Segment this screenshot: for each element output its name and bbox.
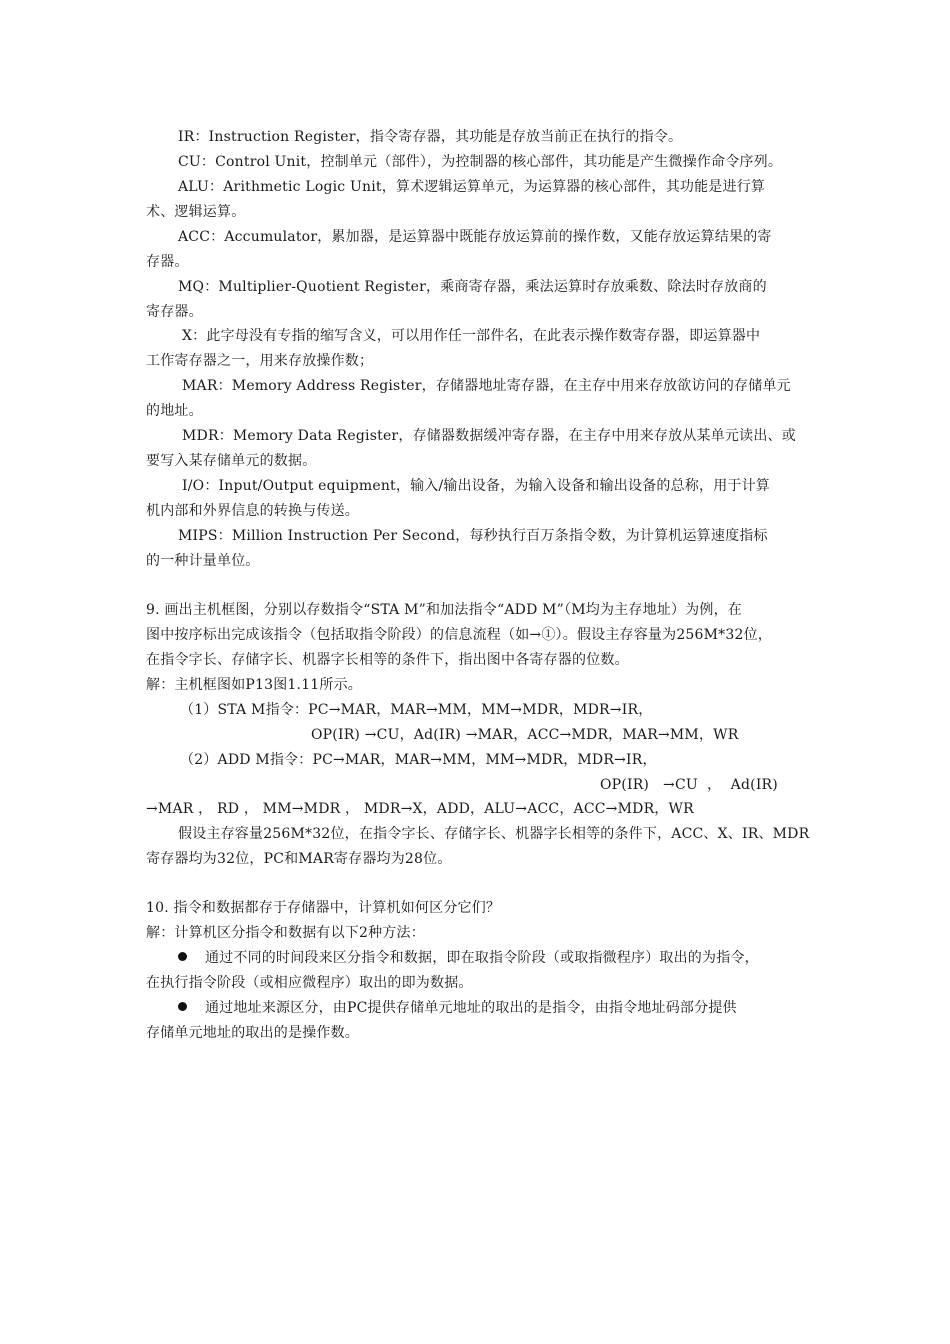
bullet-icon — [178, 1002, 187, 1011]
q9-sta-line1: （1）STA M指令：PC→MAR，MAR→MM，MM→MDR，MDR→IR， — [180, 702, 653, 718]
def-acc-line1: ACC：Accumulator，累加器，是运算器中既能存放运算前的操作数，又能存放运算结果的寄 — [178, 229, 772, 245]
def-cu: CU：Control Unit，控制单元（部件），为控制器的核心部件，其功能是产生微操作命令序列。 — [178, 154, 783, 170]
q9-conclusion-line2: 寄存器均为32位，PC和MAR寄存器均为28位。 — [146, 851, 452, 867]
def-ir: IR：Instruction Register，指令寄存器，其功能是存放当前正在执行的指令。 — [178, 129, 683, 145]
q10-bullet2-line2: 存储单元地址的取出的是操作数。 — [146, 1025, 359, 1041]
def-mq-line1: MQ：Multiplier-Quotient Register，乘商寄存器，乘法运算时存放乘数、除法时存放商的 — [178, 279, 767, 295]
def-mar-line2: 的地址。 — [146, 403, 203, 419]
def-mar-line1: MAR：Memory Address Register，存储器地址寄存器，在主存中用来存放欲访问的存储单元 — [182, 378, 791, 394]
q10-bullet1-line1 — [178, 948, 759, 968]
bullet2-text: 通过地址来源区分，由PC提供存储单元地址的取出的是指令，由指令地址码部分提供 — [205, 1000, 737, 1016]
def-mq-line2: 寄存器。 — [146, 304, 203, 320]
def-acc-line2: 存器。 — [146, 254, 189, 270]
q9-answer: 解：主机框图如P13图1.11所示。 — [146, 677, 363, 693]
q9-line3: 在指令字长、存储字长、机器字长相等的条件下，指出图中各寄存器的位数。 — [146, 652, 629, 668]
def-alu-line2: 术、逻辑运算。 — [146, 204, 246, 220]
def-alu-line1: ALU：Arithmetic Logic Unit，算术逻辑运算单元，为运算器的核心部件，其功能是进行算 — [178, 179, 766, 195]
q9-add-line1: （2）ADD M指令：PC→MAR，MAR→MM，MM→MDR，MDR→IR， — [180, 752, 657, 768]
def-io-line2: 机内部和外界信息的转换与传送。 — [146, 503, 359, 519]
q10-answer: 解：计算机区分指令和数据有以下2种方法： — [146, 925, 425, 941]
def-x-line1: X：此字母没有专指的缩写含义，可以用作任一部件名，在此表示操作数寄存器，即运算器中 — [182, 328, 761, 344]
q9-sta-line2: OP(IR) →CU，Ad(IR) →MAR，ACC→MDR，MAR→MM，WR — [311, 727, 739, 743]
q10-bullet1-line2: 在执行指令阶段（或相应微程序）取出的即为数据。 — [146, 975, 473, 991]
q10-bullet2-line1 — [178, 998, 737, 1018]
q10-question: 10. 指令和数据都存于存储器中，计算机如何区分它们？ — [146, 900, 501, 916]
q9-line1: 9. 画出主机框图，分别以存数指令“STA M”和加法指令“ADD M”（M均为主存地址）为例，在 — [146, 602, 742, 618]
def-mips-line2: 的一种计量单位。 — [146, 553, 260, 569]
q9-conclusion-line1: 假设主存容量256M*32位，在指令字长、存储字长、机器字长相等的条件下，ACC、X、IR、MDR — [178, 826, 810, 842]
def-mdr-line2: 要写入某存储单元的数据。 — [146, 453, 317, 469]
q9-line2: 图中按序标出完成该指令（包括取指令阶段）的信息流程（如→①）。假设主存容量为256M*32位， — [146, 627, 772, 643]
q9-add-line2: OP(IR) →CU ， Ad(IR) — [600, 777, 778, 793]
def-mdr-line1: MDR：Memory Data Register，存储器数据缓冲寄存器，在主存中用来存放从某单元读出、或 — [182, 428, 796, 444]
bullet1-text: 通过不同的时间段来区分指令和数据，即在取指令阶段（或取指微程序）取出的为指令， — [205, 950, 759, 966]
q9-add-line3: →MAR ， RD ， MM→MDR ， MDR→X，ADD，ALU→ACC，ACC→MDR，WR — [146, 801, 694, 817]
def-io-line1: I/O：Input/Output equipment，输入/输出设备，为输入设备和输出设备的总称，用于计算 — [182, 478, 770, 494]
bullet-icon — [178, 952, 187, 961]
def-x-line2: 工作寄存器之一，用来存放操作数； — [146, 353, 374, 369]
def-mips-line1: MIPS：Million Instruction Per Second，每秒执行百万条指令数，为计算机运算速度指标 — [178, 528, 768, 544]
